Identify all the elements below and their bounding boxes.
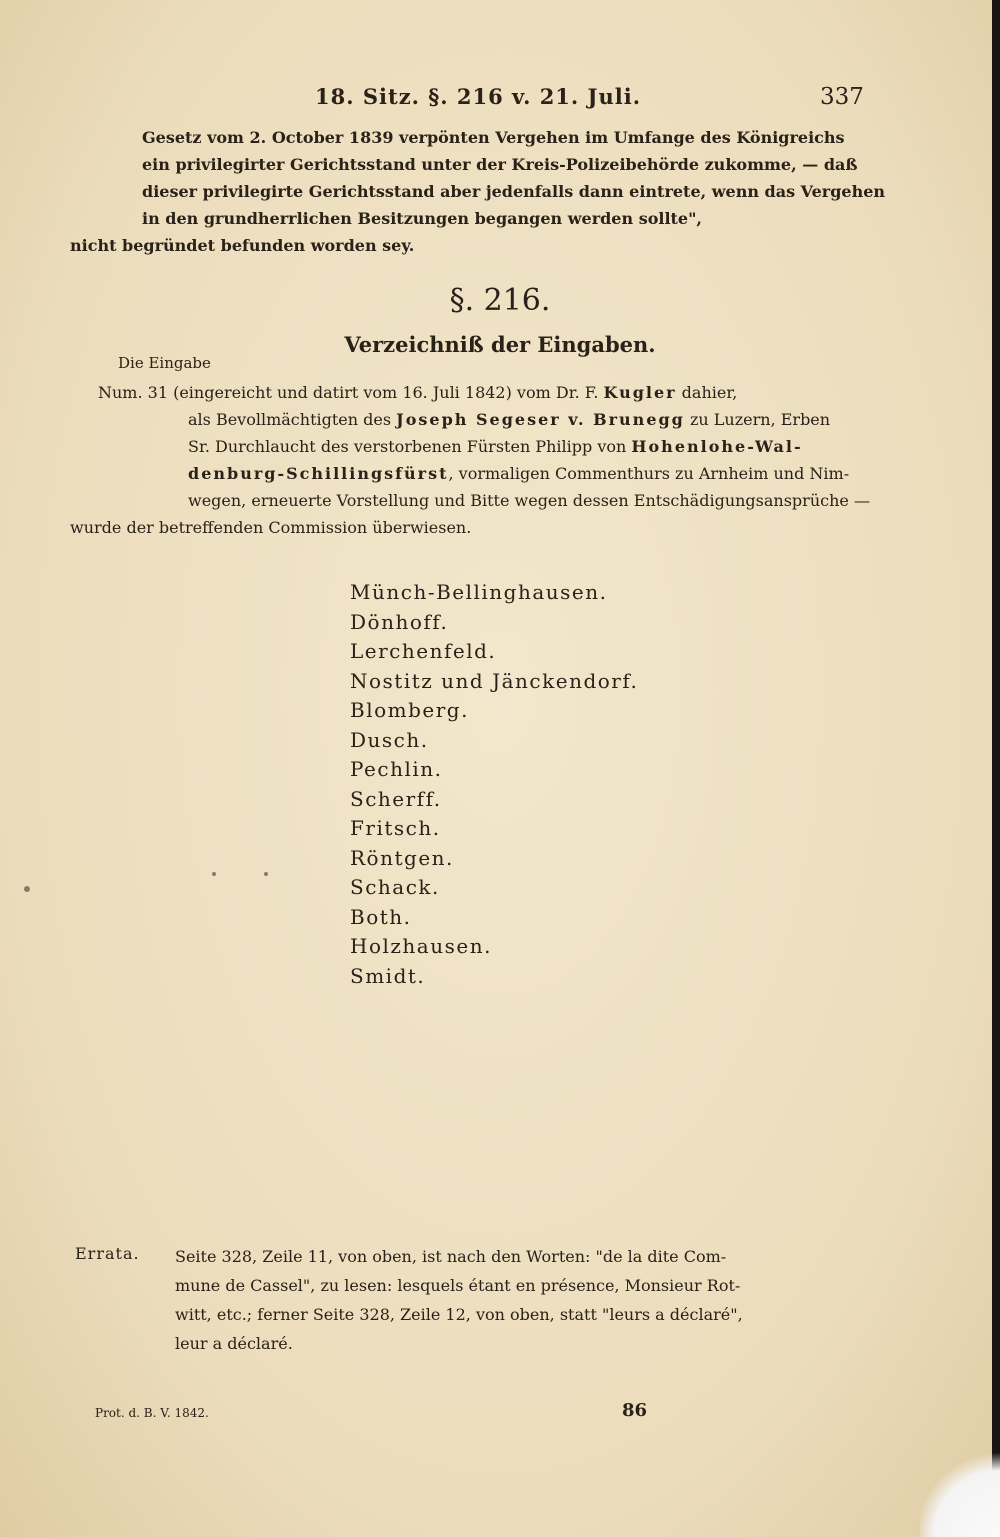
signature: Pechlin.	[350, 757, 443, 781]
text-line: ein privilegirter Gerichtsstand unter der Kreis-Polizeibehörde zukomme, — daß	[142, 155, 858, 174]
signature: Nostitz und Jänckendorf.	[350, 668, 639, 693]
text-line: witt, etc.; ferner Seite 328, Zeile 12, von oben, statt "leurs a déclaré",	[175, 1305, 743, 1324]
text-line	[70, 379, 870, 406]
text-segment: Num. 31 (eingereicht und datirt vom 16. Juli 1842) vom Dr. F.	[98, 383, 604, 402]
signature: Blomberg.	[350, 698, 469, 722]
signature: Fritsch.	[350, 816, 441, 840]
text-line	[70, 433, 870, 460]
signature: Dusch.	[350, 727, 429, 752]
signature: Smidt.	[350, 963, 426, 988]
signature: Lerchenfeld.	[350, 639, 497, 663]
text-line: in den grundherrlichen Besitzungen begangen werden sollte",	[142, 209, 702, 228]
person-name: Joseph Segeser v. Brunegg	[396, 410, 685, 429]
speck	[212, 872, 216, 876]
text-line	[70, 406, 870, 433]
footer-signature-mark: Prot. d. B. V. 1842.	[95, 1406, 209, 1420]
speck	[24, 886, 30, 892]
signature: Schack.	[350, 875, 440, 899]
text-line: leur a déclaré.	[175, 1334, 293, 1353]
signature: Münch-Bellinghausen.	[350, 580, 608, 604]
entry-paragraph	[70, 379, 870, 541]
section-number: §. 216.	[449, 283, 551, 318]
page-header	[0, 84, 1000, 114]
text-line: dieser privilegirte Gerichtsstand aber jedenfalls dann eintrete, wenn das Vergehen	[142, 182, 886, 201]
text-line: wurde der betreffenden Commission überwiesen.	[70, 518, 472, 537]
person-name: denburg-Schillingsfürst	[188, 464, 449, 483]
text-segment: dahier,	[676, 383, 738, 402]
errata-label: Errata.	[75, 1244, 140, 1263]
running-head: 18. Sitz. §. 216 v. 21. Juli.	[315, 84, 642, 109]
text-line: wegen, erneuerte Vorstellung und Bitte wegen dessen Entschädigungsansprüche —	[188, 491, 870, 510]
text-line	[70, 460, 870, 487]
scan-edge	[992, 0, 1000, 1537]
text-segment: , vormaligen Commenthurs zu Arnheim und Nim-	[448, 464, 850, 483]
entry-label: Die Eingabe	[118, 354, 211, 372]
signature: Holzhausen.	[350, 934, 492, 958]
intro-paragraph	[70, 124, 886, 259]
text-line: Gesetz vom 2. October 1839 verpönten Vergehen im Umfange des Königreichs	[142, 128, 845, 147]
text-segment: Sr. Durchlaucht des verstorbenen Fürsten Philipp von	[188, 437, 632, 456]
signature-list	[350, 578, 638, 991]
speck	[264, 872, 268, 876]
signature: Both.	[350, 904, 412, 929]
signature: Dönhoff.	[350, 609, 449, 634]
signature: Scherff.	[350, 786, 442, 811]
page-corner	[920, 1447, 1000, 1537]
person-name: Hohenlohe-Wal-	[631, 437, 803, 456]
signature: Röntgen.	[350, 845, 454, 870]
errata-text	[175, 1242, 865, 1358]
sheet-number: 86	[622, 1400, 648, 1421]
text-line: Seite 328, Zeile 11, von oben, ist nach den Worten: "de la dite Com-	[175, 1247, 727, 1266]
page-number: 337	[820, 84, 864, 110]
text-segment: zu Luzern, Erben	[684, 410, 831, 429]
text-line: mune de Cassel", zu lesen: lesquels étant en présence, Monsieur Rot-	[175, 1276, 741, 1295]
person-name: Kugler	[603, 383, 677, 402]
section-subtitle: Verzeichniß der Eingaben.	[344, 332, 656, 357]
text-line: nicht begründet befunden worden sey.	[70, 236, 415, 255]
text-segment: als Bevollmächtigten des	[188, 410, 397, 429]
